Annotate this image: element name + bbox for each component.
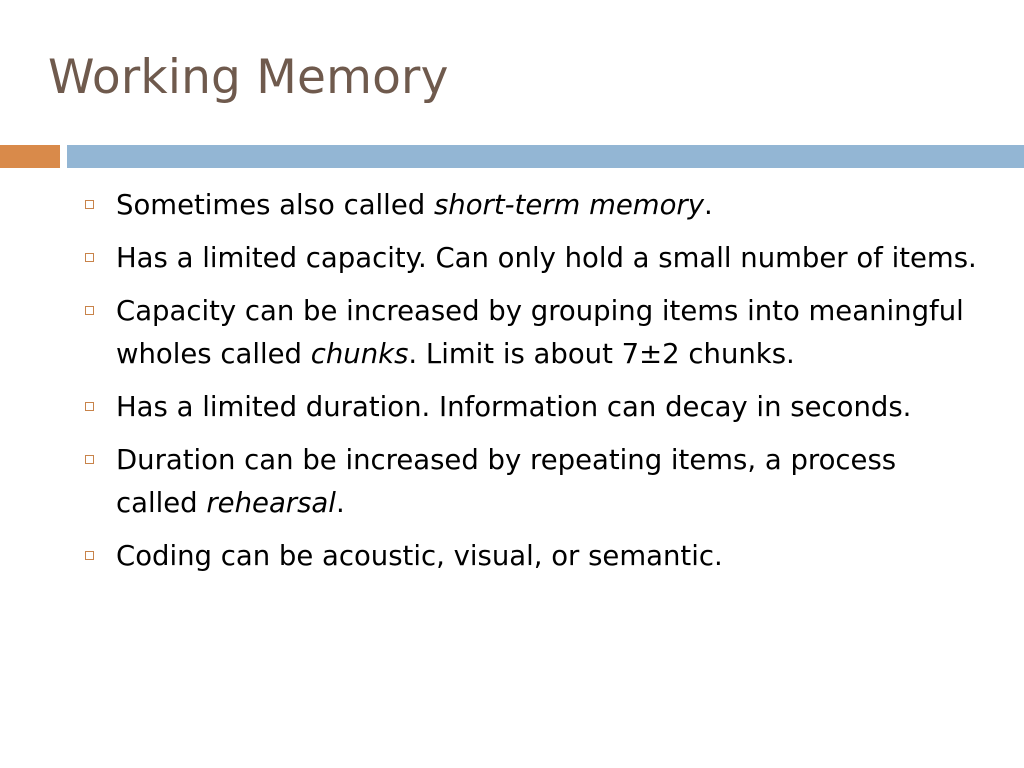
bullet-text (116, 444, 896, 519)
text-segment: Duration can be increased by repeating items, a process called (116, 444, 897, 519)
bullet-list (80, 184, 980, 588)
square-bullet-icon (85, 455, 94, 464)
text-segment: Coding can be acoustic, visual, or semantic. (116, 540, 723, 572)
bullet-item (80, 290, 980, 376)
slide-title: Working Memory (48, 50, 449, 105)
bullet-text (116, 391, 911, 423)
italic-term: chunks (310, 338, 409, 370)
text-segment: . (704, 189, 713, 221)
text-segment: . Limit is about 7±2 chunks. (408, 338, 795, 370)
bullet-text (116, 540, 723, 572)
text-segment: Has a limited capacity. Can only hold a small number of items. (116, 242, 977, 274)
text-segment: . (335, 487, 345, 519)
accent-bar-left (0, 145, 60, 168)
bullet-item (80, 535, 980, 578)
italic-term: short-term memory (433, 189, 704, 221)
square-bullet-icon (85, 402, 94, 411)
bullet-item (80, 439, 980, 525)
bullet-item (80, 184, 980, 227)
text-segment: Sometimes also called (116, 189, 434, 221)
square-bullet-icon (85, 200, 94, 209)
text-segment: Has a limited duration. Information can decay in seconds. (116, 391, 912, 423)
square-bullet-icon (85, 306, 94, 315)
bullet-text (116, 189, 713, 221)
bullet-text (116, 295, 964, 370)
text-segment: Capacity can be increased by grouping items into meaningful wholes called (116, 295, 964, 370)
square-bullet-icon (85, 253, 94, 262)
accent-bar-right (67, 145, 1024, 168)
bullet-item (80, 237, 980, 280)
bullet-text (116, 242, 977, 274)
italic-term: rehearsal (206, 487, 336, 519)
square-bullet-icon (85, 551, 94, 560)
bullet-item (80, 386, 980, 429)
